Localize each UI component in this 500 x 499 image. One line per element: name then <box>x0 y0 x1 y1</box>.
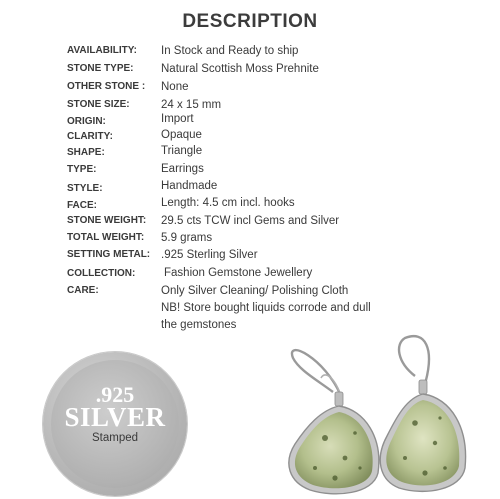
spec-label: CARE: <box>67 285 99 296</box>
silver-stamp-badge <box>43 352 187 496</box>
spec-label: CLARITY: <box>67 131 113 142</box>
badge-metal: SILVER <box>64 402 166 432</box>
spec-value: Opaque <box>161 129 202 141</box>
earrings-product-image <box>255 318 475 499</box>
spec-label: TOTAL WEIGHT: <box>67 232 145 243</box>
spec-label: STONE WEIGHT: <box>67 215 147 226</box>
spec-value: .925 Sterling Silver <box>161 249 258 261</box>
spec-label: TYPE: <box>67 164 97 175</box>
spec-value: In Stock and Ready to ship <box>161 45 299 57</box>
spec-value: Natural Scottish Moss Prehnite <box>161 63 319 75</box>
spec-label: COLLECTION: <box>67 268 136 279</box>
spec-label: SHAPE: <box>67 147 105 158</box>
spec-label: FACE: <box>67 200 97 211</box>
spec-value: Handmade <box>161 180 218 192</box>
spec-value: Length: 4.5 cm incl. hooks <box>161 197 295 209</box>
care-note-text: NB! Store bought liquids corrode and dull <box>161 302 371 314</box>
right-bail <box>419 380 427 394</box>
spec-value: None <box>161 81 189 93</box>
badge-purity: .925 <box>95 382 135 407</box>
left-bail <box>335 392 343 406</box>
spec-label: STONE SIZE: <box>67 99 130 110</box>
page-title: DESCRIPTION <box>182 11 318 32</box>
badge-caption: Stamped <box>91 432 139 444</box>
spec-value: 5.9 grams <box>161 232 213 244</box>
right-earring <box>380 336 465 491</box>
spec-value: Fashion Gemstone Jewellery <box>164 267 313 279</box>
spec-value: Triangle <box>161 145 203 157</box>
spec-label: SETTING METAL: <box>67 249 151 260</box>
spec-label: AVAILABILITY: <box>67 45 137 56</box>
spec-value: 24 x 15 mm <box>161 99 222 111</box>
spec-value: 29.5 cts TCW incl Gems and Silver <box>161 215 340 227</box>
spec-value: Import <box>161 113 194 125</box>
spec-label: STYLE: <box>67 183 103 194</box>
left-earring <box>289 350 379 494</box>
spec-value: Earrings <box>161 163 204 175</box>
spec-label: OTHER STONE : <box>67 81 146 92</box>
right-hook <box>399 336 429 384</box>
care-note-text: the gemstones <box>161 319 237 331</box>
spec-value: Only Silver Cleaning/ Polishing Cloth <box>161 285 349 297</box>
spec-label: ORIGIN: <box>67 116 106 127</box>
left-hook <box>292 350 341 396</box>
spec-label: STONE TYPE: <box>67 63 134 74</box>
